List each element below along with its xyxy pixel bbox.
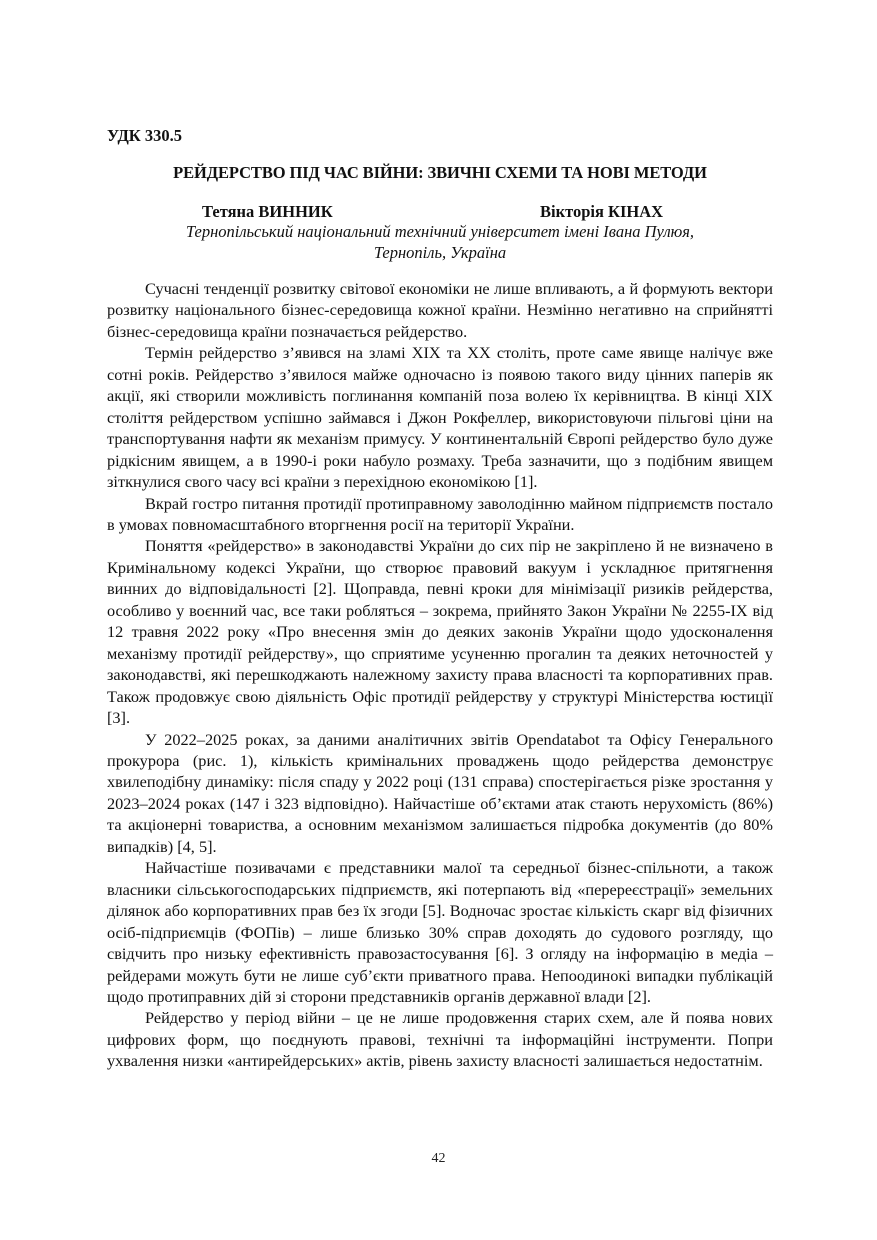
article-body (107, 278, 773, 1072)
paragraph: Найчастіше позивачами є представники малої та середньої бізнес-спільноти, а також власники сільськогосподарських підприємств, які потерпають від «перереєстрації» земельних ділянок або корпоративних прав без їх згоди [5]. Водночас зростає кількість скарг від фізичних осіб-підприємців (ФОПів) – лише близько 30% справ доходять до судового розгляду, що свідчить про низьку ефективність правозастосування [6]. З огляду на інформацію в медіа – рейдерами можуть бути не лише суб’єкти приватного права. Непоодинокі випадки публікацій щодо протиправних дій зі сторони представників органів державної влади [2]. (107, 858, 773, 1006)
affiliation-location: Тернопіль, Україна (373, 243, 507, 262)
paragraph: Сучасні тенденції розвитку світової економіки не лише впливають, а й формують вектори розвитку національного бізнес-середовища кожної країни. Незмінно негативно на сприйнятті бізнес-середовища країни позначається рейдерство. (107, 279, 773, 341)
paper-title: РЕЙДЕРСТВО ПІД ЧАС ВІЙНИ: ЗВИЧНІ СХЕМИ ТА НОВІ МЕТОДИ (173, 163, 707, 182)
affiliation-institution: Тернопільський національний технічний університет імені Івана Пулюя, (185, 222, 695, 241)
author-name: Вікторія КІНАХ (540, 202, 664, 221)
paragraph: Термін рейдерство з’явився на зламі XIX та XX століть, проте саме явище налічує вже сотні років. Рейдерство з’явилося майже одночасно із появою такого виду цінних паперів як акції, які створили можливість поглинання компаній поза волею їх керівництва. В кінці XIX століття рейдерством успішно займався і Джон Рокфеллер, використовуючи пільгові ціни на транспортування нафти як механізм примусу. У континентальній Європі рейдерство було дуже рідкісним явищем, а в 1990-і роки набуло розмаху. Треба зазначити, що з подібним явищем зіткнулися свого часу всі країни з перехідною економікою [1]. (107, 343, 773, 492)
paragraph: Вкрай гостро питання протидії протиправному заволодінню майном підприємств постало в умовах повномасштабного вторгнення росії на території України. (107, 493, 773, 534)
paragraph: Поняття «рейдерство» в законодавстві України до сих пір не закріплено й не визначено в Кримінальному кодексі України, що створює правовий вакуум і ускладнює притягнення винних до відповідальності [2]. Щоправда, певні кроки для мінімізації ризиків рейдерства, особливо у воєнний час, все таки робляться – зокрема, прийнято Закон України № 2255-IX від 12 травня 2022 року «Про внесення змін до деяких законів України щодо удосконалення механізму протидії рейдерству», що сприятиме усуненню прогалин та деяких неточностей у законодавстві, які перешкоджають належному захисту права власності та корпоративних прав. Також продовжує свою діяльність Офіс протидії рейдерству у структурі Міністерства юстиції [3]. (107, 536, 773, 728)
paragraph: Рейдерство у період війни – це не лише продовження старих схем, але й поява нових цифрових форм, що поєднують правові, технічні та інформаційні інструменти. Попри ухвалення низки «антирейдерських» актів, рівень захисту власності залишається недостатнім. (107, 1008, 773, 1071)
paragraph: У 2022–2025 роках, за даними аналітичних звітів Opendatabot та Офісу Генерального прокурора (рис. 1), кількість кримінальних проваджень щодо рейдерства демонструє хвилеподібну динаміку: після спаду у 2022 році (131 справа) спостерігається різке зростання у 2023–2024 роках (147 і 323 відповідно). Найчастіше об’єктами атак стають нерухомість (86%) та акціонерні товариства, а основним механізмом залишається підробка документів (до 80% випадків) [4, 5]. (107, 729, 773, 856)
affiliation (107, 221, 773, 263)
udk-code: УДК 330.5 (107, 126, 183, 145)
page-number: 42 (431, 1151, 446, 1166)
author-name: Тетяна ВИННИК (202, 202, 333, 221)
